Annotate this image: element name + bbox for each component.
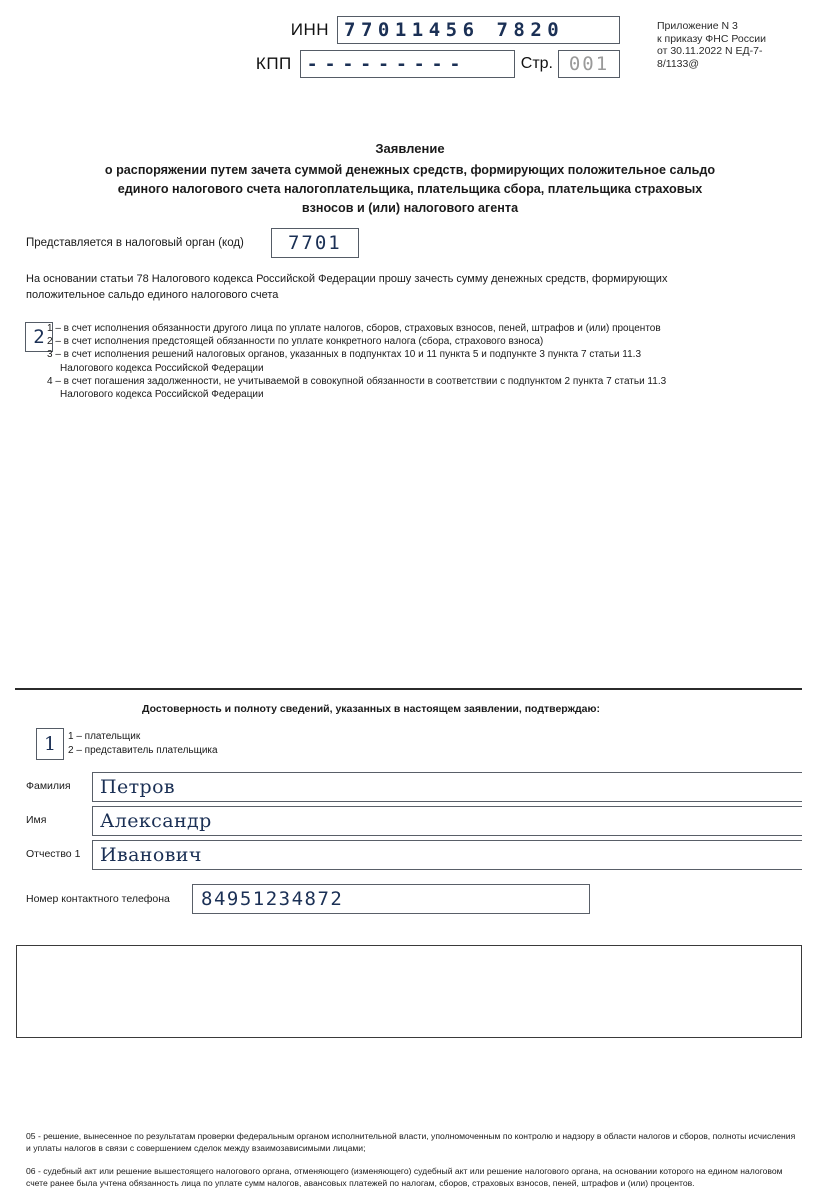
inn-row [0,16,620,44]
inn-field[interactable] [337,16,620,44]
purpose-option-3[interactable]: 3 – в счет исполнения решений налоговых органов, указанных в подпунктах 10 и 11 пункта 5 и подпункте 3 пункта 7 статьи 11.3 [47,349,642,361]
middle-name-row [26,840,802,870]
kpp-value: --------- [306,53,468,75]
tax-authority-code-field[interactable] [271,228,359,258]
phone-value: 84951234872 [201,888,344,910]
kpp-field[interactable] [300,50,515,78]
last-name-row [26,772,802,802]
inn-value: 77011456 7820 [344,19,565,41]
basis-paragraph: На основании статьи 78 Налогового кодекса Российской Федерации прошу зачесть сумму денежных средств, формирующих положительное сальдо единого налогового счета [26,273,668,301]
purpose-option-4-continuation: Налогового кодекса Российской Федерации [60,389,264,401]
document-subtitle-line-2: единого налогового счета налогоплательщика, плательщика сбора, плательщика страховых [117,182,703,196]
document-subtitle-line-3: взносов и (или) налогового агента [301,201,519,215]
first-name-row [26,806,802,836]
signer-type-field[interactable] [36,728,64,760]
signer-option-list [68,730,468,757]
purpose-option-2[interactable]: 2 – в счет исполнения предстоящей обязанности по уплате конкретного налога (сбора, страхового взноса) [47,336,544,348]
middle-name-value: Иванович [100,844,202,866]
document-subtitle-line-1: о распоряжении путем зачета суммой денежных средств, формирующих положительное сальдо [104,163,716,177]
footnotes [26,1131,802,1201]
appendix-note [657,20,812,70]
tax-authority-code-value: 7701 [287,232,342,254]
purpose-code-value: 2 [33,326,45,348]
purpose-option-list [47,322,747,401]
first-name-label: Имя [26,814,47,826]
appendix-note-line-3: от 30.11.2022 N ЕД-7- [657,45,763,57]
first-name-field[interactable] [92,806,802,836]
document-title [60,141,760,218]
appendix-note-line-2: к приказу ФНС России [657,32,766,45]
page-title: Заявление [375,141,445,156]
footnote-06: 06 - судебный акт или решение вышестоящего налогового органа, отменяющего (изменяющего) судебный акт или решение налогового органа, на основании которого на едином налоговом счете ранее была учтена обязанность лица по уплате сумм налогов, авансовых платежей по налогам, сборов, страховых взносов, пеней, штрафов и (или) процентов. [26,1166,783,1188]
tax-authority-label: Представляется в налоговый орган (код) [26,237,244,249]
phone-field[interactable] [192,884,590,914]
page-number-value: 001 [568,53,610,75]
kpp-label: КПП [255,54,292,73]
signer-type-value: 1 [43,733,57,755]
middle-name-field[interactable] [92,840,802,870]
appendix-note-line-1: Приложение N 3 [657,20,738,32]
signer-option-2[interactable]: 2 – представитель плательщика [68,744,218,756]
signature-area-box[interactable] [16,945,802,1038]
last-name-value: Петров [100,776,176,798]
phone-row [26,884,626,914]
last-name-field[interactable] [92,772,802,802]
signer-option-1[interactable]: 1 – плательщик [68,731,141,742]
purpose-option-1[interactable]: 1 – в счет исполнения обязанности другого лица по уплате налогов, сборов, страховых взносов, пеней, штрафов и (или) процентов [47,323,661,334]
footnote-05: 05 - решение, вынесенное по результатам проверки федеральным органом исполнительной власти, уполномоченным по контролю и надзору в области налогов и сборов, полноты исчисления и уплаты налогов в связи с совершением сделок между взаимозависимыми лицами; [26,1131,796,1153]
page-number-field[interactable] [558,50,620,78]
last-name-label: Фамилия [26,780,71,792]
tax-authority-row [26,228,446,258]
appendix-note-line-4: 8/1133@ [657,57,699,70]
first-name-value: Александр [100,810,212,832]
inn-label: ИНН [290,20,329,39]
middle-name-label: Отчество 1 [26,848,81,860]
purpose-option-3-continuation: Налогового кодекса Российской Федерации [60,362,264,374]
purpose-option-4[interactable]: 4 – в счет погашения задолженности, не учитываемой в совокупной обязанности в соответствии с подпунктом 2 пункта 7 статьи 11.3 [47,375,667,387]
section-divider [15,688,802,690]
kpp-row [0,50,620,78]
phone-label: Номер контактного телефона [26,893,170,905]
certification-heading: Достоверность и полноту сведений, указанных в настоящем заявлении, подтверждаю: [142,703,600,715]
page-label: Стр. [520,55,553,72]
